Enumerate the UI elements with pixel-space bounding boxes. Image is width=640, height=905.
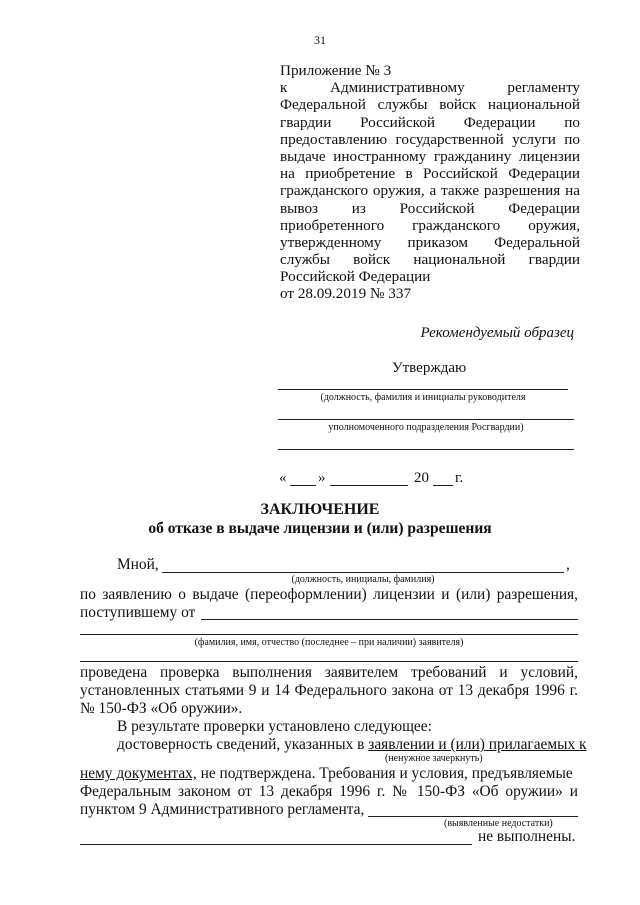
appendix-line: службы войск национальной гвардии: [280, 251, 580, 269]
caption-strike: (ненужное зачеркнуть): [385, 753, 483, 764]
approve-label: Утверждаю: [392, 360, 467, 376]
approve-line: [278, 449, 574, 450]
reliability-underlined: заявлении и (или) прилагаемых к: [368, 736, 587, 753]
appendix-block: [280, 62, 580, 303]
date-close-quote: »: [318, 470, 326, 486]
page-number: 31: [314, 33, 326, 47]
date-suffix: г.: [455, 470, 464, 486]
caption-position: (должность, инициалы, фамилия): [291, 574, 435, 585]
approve-caption: уполномоченного подразделения Росгвардии): [328, 422, 524, 433]
reliability-text: достоверность сведений, указанных в: [117, 736, 369, 753]
reliability-line: [117, 736, 586, 754]
date-year-prefix: 20: [414, 470, 429, 486]
point-line: пунктом 9 Административного регламента,: [80, 801, 365, 818]
docs-underlined: нему документах,: [80, 765, 197, 782]
date-month-line: [330, 485, 408, 486]
appendix-line: к Административному регламенту: [280, 79, 580, 97]
appendix-line: вывоз из Российской Федерации: [280, 199, 580, 217]
position-line: [162, 572, 564, 573]
result-line: В результате проверки установлено следующее:: [117, 718, 432, 735]
comma: ,: [566, 556, 570, 573]
law-line: Федеральным законом от 13 декабря 1996 г. № 150-ФЗ «Об оружии» и: [80, 783, 578, 800]
appendix-line: выдаче иностранному гражданину лицензии: [280, 147, 580, 165]
conclusion-subtitle: об отказе в выдаче лицензии и (или) разрешения: [148, 520, 492, 537]
docs-line: [80, 765, 573, 783]
docs-text: не подтверждена. Требования и условия, предъявляемые: [196, 765, 573, 782]
appendix-line: утвержденному приказом Федеральной: [280, 233, 580, 251]
application-from: поступившему от: [80, 604, 196, 621]
approve-line: [278, 389, 568, 390]
appendix-line: Российской Федерации: [280, 268, 431, 286]
applicant-line-2: [80, 634, 578, 635]
appendix-line: гражданского оружия, а также разрешения на: [280, 182, 580, 200]
appendix-line: на приобретение в Российской Федерации: [280, 165, 580, 183]
application-line: по заявлению о выдаче (переоформлении) лицензии и (или) разрешения,: [80, 586, 578, 603]
date-open-quote: «: [279, 470, 287, 486]
check-line: проведена проверка выполнения заявителем требований и условий,: [80, 664, 578, 681]
appendix-title: Приложение № 3: [280, 62, 392, 79]
date-day-line: [290, 485, 316, 486]
approve-caption: (должность, фамилия и инициалы руководителя: [320, 392, 526, 403]
applicant-line: [201, 619, 578, 620]
appendix-order: от 28.09.2019 № 337: [280, 285, 412, 303]
appendix-line: предоставлению государственной услуги по: [280, 130, 580, 148]
caption-defects: (выявленные недостатки): [444, 818, 553, 829]
conclusion-title: ЗАКЛЮЧЕНИЕ: [260, 501, 380, 518]
applicant-line-3: [80, 661, 578, 662]
sample-label: Рекомендуемый образец: [420, 325, 574, 341]
date-year-line: [433, 485, 453, 486]
defects-line-2: [80, 844, 472, 845]
appendix-line: приобретенного гражданского оружия,: [280, 216, 580, 234]
appendix-line: Федеральной службы войск национальной: [280, 96, 580, 114]
by-me-label: Мной,: [117, 556, 159, 573]
check-line: установленных статьями 9 и 14 Федерального закона от 13 декабря 1996 г.: [80, 682, 578, 699]
check-line: № 150-ФЗ «Об оружии».: [80, 700, 243, 717]
not-fulfilled: не выполнены.: [478, 828, 576, 845]
appendix-line: гвардии Российской Федерации по: [280, 113, 580, 131]
caption-applicant: (фамилия, имя, отчество (последнее – при наличии) заявителя): [194, 637, 464, 648]
defects-line: [368, 816, 578, 817]
approve-line: [278, 419, 574, 420]
